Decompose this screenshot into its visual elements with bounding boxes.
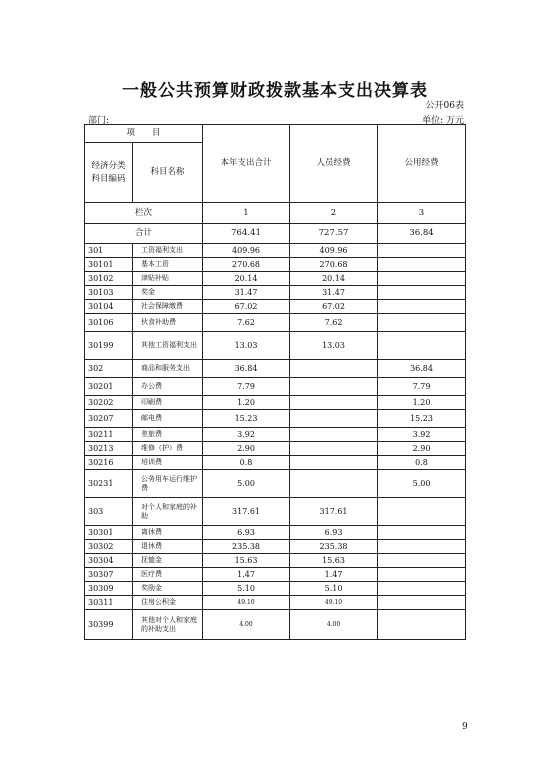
row-personnel: 409.96: [290, 244, 378, 258]
row-personnel: 6.93: [290, 526, 378, 540]
header-personnel: 人员经费: [290, 125, 378, 203]
row-code: 302: [85, 360, 133, 378]
table-row: [85, 456, 466, 470]
row-name: 基本工资: [133, 258, 203, 272]
row-personnel: 270.68: [290, 258, 378, 272]
row-name: 医疗费: [133, 568, 203, 582]
page-number: 9: [462, 722, 468, 732]
row-code: 30211: [85, 428, 133, 442]
row-personnel: [290, 396, 378, 410]
row-name: 工资福利支出: [133, 244, 203, 258]
row-total: 270.68: [203, 258, 290, 272]
row-total: 13.03: [203, 332, 290, 360]
row-total: 67.02: [203, 300, 290, 314]
row-code: 30301: [85, 526, 133, 540]
row-personnel: [290, 470, 378, 498]
row-personnel: 13.03: [290, 332, 378, 360]
table-row: [85, 286, 466, 300]
total-row-label: 合计: [85, 224, 203, 244]
expenditure-table: [84, 124, 466, 640]
table-title: 一般公共预算财政拨款基本支出决算表: [122, 81, 428, 101]
row-total: 0.8: [203, 456, 290, 470]
row-name: 离休费: [133, 526, 203, 540]
row-name: 印刷费: [133, 396, 203, 410]
table-row: [85, 428, 466, 442]
row-public: [378, 332, 466, 360]
row-personnel: [290, 428, 378, 442]
row-total: 49.10: [203, 596, 290, 610]
table-row: [85, 272, 466, 286]
row-code: 301: [85, 244, 133, 258]
row-public: [378, 244, 466, 258]
row-public: 2.90: [378, 442, 466, 456]
row-personnel: 67.02: [290, 300, 378, 314]
row-name: 办公费: [133, 378, 203, 396]
header-total: 本年支出合计: [203, 125, 290, 203]
row-public: [378, 554, 466, 568]
header-public: 公用经费: [378, 125, 466, 203]
row-personnel: 1.47: [290, 568, 378, 582]
row-code: 30304: [85, 554, 133, 568]
row-name: 培训费: [133, 456, 203, 470]
row-code: 30102: [85, 272, 133, 286]
row-total: 1.20: [203, 396, 290, 410]
row-total: 7.79: [203, 378, 290, 396]
column-index-3: 3: [378, 203, 466, 224]
row-total: 5.10: [203, 582, 290, 596]
column-index-label: 栏次: [85, 203, 203, 224]
table-row: [85, 582, 466, 596]
table-row: [85, 396, 466, 410]
row-code: 30213: [85, 442, 133, 456]
row-code: 30307: [85, 568, 133, 582]
unit-label: 单位: 万元: [422, 116, 464, 126]
table-row: [85, 258, 466, 272]
table-row: [85, 470, 466, 498]
row-public: 7.79: [378, 378, 466, 396]
table-row: [85, 568, 466, 582]
row-code: 30201: [85, 378, 133, 396]
row-code: 30199: [85, 332, 133, 360]
row-total: 20.14: [203, 272, 290, 286]
row-total: 235.38: [203, 540, 290, 554]
row-public: 1.20: [378, 396, 466, 410]
table-row: [85, 244, 466, 258]
row-personnel: 317.61: [290, 498, 378, 526]
table-row: [85, 610, 466, 640]
row-name: 奖励金: [133, 582, 203, 596]
row-name: 社会保障缴费: [133, 300, 203, 314]
row-total: 36.84: [203, 360, 290, 378]
row-code: 30207: [85, 410, 133, 428]
table-row: [85, 360, 466, 378]
row-name: 津贴补贴: [133, 272, 203, 286]
table-row: [85, 300, 466, 314]
row-total: 6.93: [203, 526, 290, 540]
row-name: 其他对个人和家庭的补助支出: [133, 610, 203, 640]
row-name: 退休费: [133, 540, 203, 554]
row-name: 对个人和家庭的补助: [133, 498, 203, 526]
row-public: [378, 498, 466, 526]
column-index-2: 2: [290, 203, 378, 224]
row-code: 30103: [85, 286, 133, 300]
row-total: 2.90: [203, 442, 290, 456]
row-name: 商品和服务支出: [133, 360, 203, 378]
header-subject-name: 科目名称: [133, 143, 203, 203]
table-row: [85, 554, 466, 568]
row-name: 邮电费: [133, 410, 203, 428]
row-code: 30106: [85, 314, 133, 332]
table-row: [85, 442, 466, 456]
header-item: 项 目: [85, 125, 203, 143]
row-total: 4.00: [203, 610, 290, 640]
row-code: 30202: [85, 396, 133, 410]
row-personnel: 20.14: [290, 272, 378, 286]
row-name: 公务用车运行维护费: [133, 470, 203, 498]
row-personnel: [290, 378, 378, 396]
row-personnel: 31.47: [290, 286, 378, 300]
row-code: 30309: [85, 582, 133, 596]
row-code: 30399: [85, 610, 133, 640]
row-public: 36.84: [378, 360, 466, 378]
row-name: 住房公积金: [133, 596, 203, 610]
table-row: [85, 410, 466, 428]
row-personnel: [290, 360, 378, 378]
row-public: 15.23: [378, 410, 466, 428]
table-row: [85, 314, 466, 332]
row-code: 30231: [85, 470, 133, 498]
row-personnel: 15.63: [290, 554, 378, 568]
row-public: [378, 272, 466, 286]
table-row: [85, 378, 466, 396]
row-personnel: 5.10: [290, 582, 378, 596]
row-name: 奖金: [133, 286, 203, 300]
row-total: 31.47: [203, 286, 290, 300]
row-name: 差旅费: [133, 428, 203, 442]
department-label: 部门:: [88, 116, 110, 126]
row-code: 30101: [85, 258, 133, 272]
row-personnel: [290, 442, 378, 456]
row-code: 30302: [85, 540, 133, 554]
row-total: 15.63: [203, 554, 290, 568]
row-code: 30216: [85, 456, 133, 470]
row-name: 其他工资福利支出: [133, 332, 203, 360]
row-personnel: [290, 456, 378, 470]
row-total: 7.62: [203, 314, 290, 332]
row-total: 3.92: [203, 428, 290, 442]
row-total: 5.00: [203, 470, 290, 498]
row-total: 317.61: [203, 498, 290, 526]
row-code: 303: [85, 498, 133, 526]
row-personnel: 235.38: [290, 540, 378, 554]
row-personnel: 49.10: [290, 596, 378, 610]
row-code: 30311: [85, 596, 133, 610]
row-code: 30104: [85, 300, 133, 314]
header-econ-code: 经济分类科目编码: [85, 143, 133, 203]
row-public: [378, 582, 466, 596]
row-name: 伙食补助费: [133, 314, 203, 332]
row-public: [378, 314, 466, 332]
row-total: 15.23: [203, 410, 290, 428]
table-row: [85, 332, 466, 360]
row-public: [378, 258, 466, 272]
table-row: [85, 540, 466, 554]
table-row: [85, 526, 466, 540]
row-name: 抚恤金: [133, 554, 203, 568]
total-row-total: 764.41: [203, 224, 290, 244]
row-public: 5.00: [378, 470, 466, 498]
row-name: 维修（护）费: [133, 442, 203, 456]
total-row-personnel: 727.57: [290, 224, 378, 244]
row-personnel: 7.62: [290, 314, 378, 332]
form-number: 公开06表: [425, 101, 464, 111]
row-total: 1.47: [203, 568, 290, 582]
row-public: [378, 300, 466, 314]
table-row: [85, 596, 466, 610]
row-public: [378, 596, 466, 610]
row-public: 0.8: [378, 456, 466, 470]
total-row-public: 36.84: [378, 224, 466, 244]
row-public: [378, 286, 466, 300]
row-public: [378, 568, 466, 582]
row-public: [378, 526, 466, 540]
row-public: [378, 610, 466, 640]
row-total: 409.96: [203, 244, 290, 258]
row-public: [378, 540, 466, 554]
row-public: 3.92: [378, 428, 466, 442]
table-row: [85, 498, 466, 526]
column-index-1: 1: [203, 203, 290, 224]
row-personnel: 4.00: [290, 610, 378, 640]
row-personnel: [290, 410, 378, 428]
